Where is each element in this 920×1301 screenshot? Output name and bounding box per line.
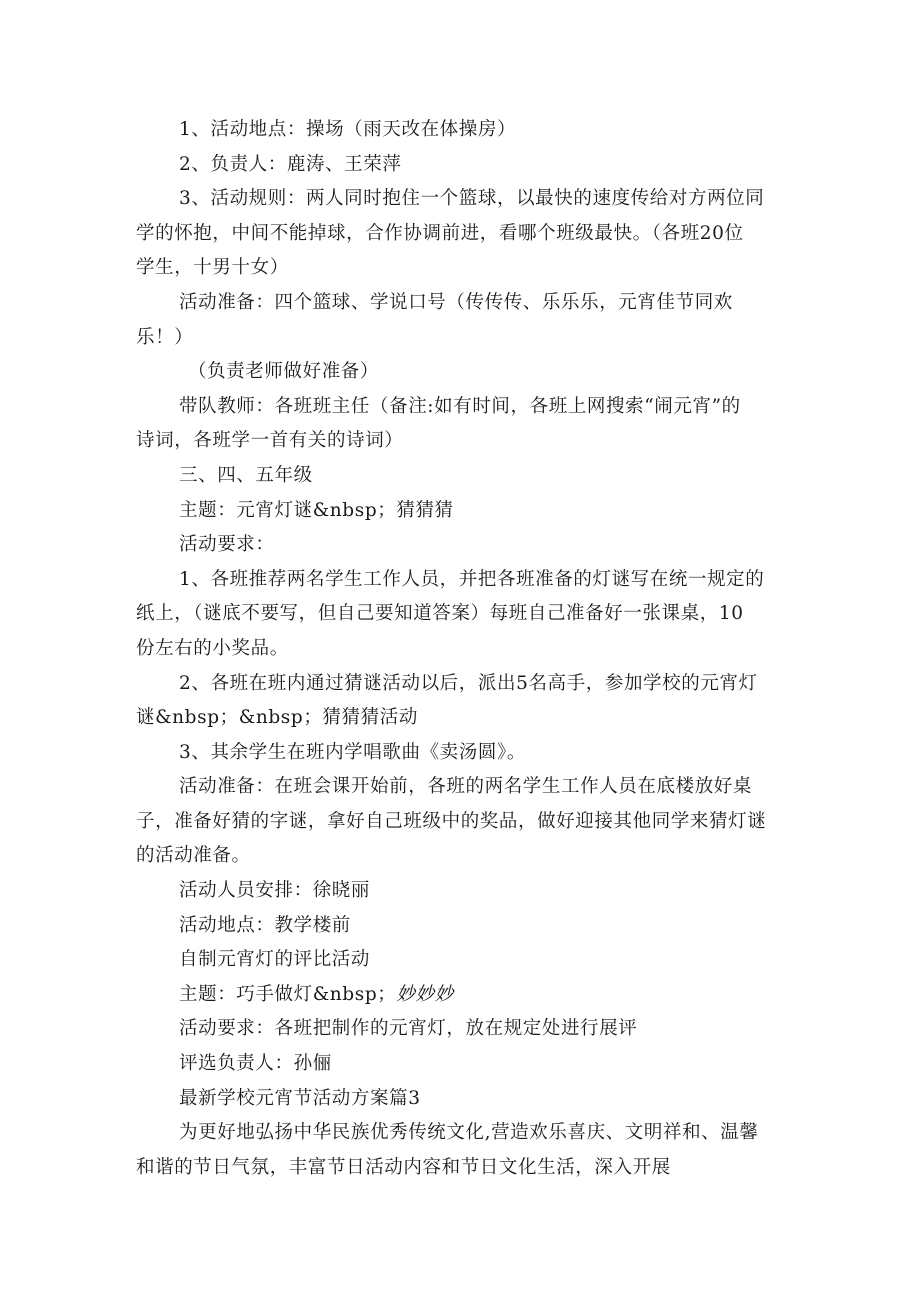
text-line: [136, 874, 788, 909]
italic-text: 妙妙妙: [396, 983, 454, 1005]
text-line-content: 2、负责人：鹿涛、王荣萍: [179, 153, 402, 175]
text-line-content: 学生，十男十女）: [136, 257, 289, 279]
text-line: [136, 701, 788, 736]
text-line: [136, 321, 788, 356]
text-line-content: 纸上，（谜底不要写，但自己要知道答案）每班自己准备好一张课桌，10: [136, 603, 744, 625]
text-line: [136, 667, 788, 702]
text-line-content: 乐！）: [136, 326, 194, 348]
text-line: [136, 217, 788, 252]
text-line: [136, 736, 788, 771]
text-line: [136, 597, 788, 632]
text-line-content: 活动要求：: [179, 534, 275, 556]
text-line-content: 活动地点：教学楼前: [179, 914, 351, 936]
text-line-content: 的活动准备。: [136, 845, 251, 867]
text-line-content: 主题：巧手做灯&nbsp；: [179, 983, 397, 1005]
text-line-content: 3、其余学生在班内学唱歌曲《卖汤圆》。: [179, 741, 526, 763]
text-line: [136, 1047, 788, 1082]
text-line-content: 活动准备：四个篮球、学说口号（传传传、乐乐乐，元宵佳节同欢: [179, 291, 733, 313]
text-line-content: 最新学校元宵节活动方案篇3: [179, 1087, 421, 1109]
text-line-content: 谜&nbsp；&nbsp；猜猜猜活动: [136, 707, 418, 729]
text-line: [136, 632, 788, 667]
text-line-content: 为更好地弘扬中华民族优秀传统文化,营造欢乐喜庆、文明祥和、温馨: [179, 1122, 759, 1144]
text-line-content: 诗词，各班学一首有关的诗词）: [136, 430, 404, 452]
text-line-content: 2、各班在班内通过猜谜活动以后，派出5名高手，参加学校的元宵灯: [179, 672, 758, 694]
text-line-content: 3、活动规则：两人同时抱住一个篮球，以最快的速度传给对方两位同: [179, 188, 765, 210]
text-line-content: 带队教师：各班班主任（备注:如有时间，各班上网搜索“闹元宵”的: [179, 395, 741, 417]
text-line-content: （负责老师做好准备）: [188, 361, 380, 383]
text-line: [136, 182, 788, 217]
text-line: [136, 978, 788, 1013]
text-line: [136, 1151, 788, 1186]
text-line: [136, 909, 788, 944]
text-line-content: 自制元宵灯的评比活动: [179, 949, 371, 971]
text-line: [136, 943, 788, 978]
text-line: [136, 770, 788, 805]
text-line: [136, 1116, 788, 1151]
text-line-content: 子，准备好猜的字谜，拿好自己班级中的奖品，做好迎接其他同学来猜灯谜: [136, 810, 767, 832]
text-line: [136, 805, 788, 840]
text-line-content: 评选负责人：孙俪: [179, 1053, 332, 1075]
text-line: [136, 424, 788, 459]
text-line: [136, 286, 788, 321]
text-line: [136, 355, 788, 390]
text-line-content: 活动要求：各班把制作的元宵灯，放在规定处进行展评: [179, 1018, 638, 1040]
text-line-content: 和谐的节日气氛，丰富节日活动内容和节日文化生活，深入开展: [136, 1156, 671, 1178]
text-line: [136, 839, 788, 874]
text-line: [136, 148, 788, 183]
text-line-content: 1、活动地点：操场（雨天改在体操房）: [179, 119, 517, 140]
text-line: [136, 1012, 788, 1047]
text-line: [136, 390, 788, 425]
document-body: [136, 113, 788, 1185]
text-line-content: 份左右的小奖品。: [136, 637, 289, 659]
text-line-content: 三、四、五年级: [179, 464, 313, 486]
text-line-content: 主题：元宵灯谜&nbsp；猜猜猜: [179, 499, 454, 521]
text-line: [136, 1082, 788, 1117]
text-line: [136, 251, 788, 286]
text-line-content: 活动准备：在班会课开始前，各班的两名学生工作人员在底楼放好桌: [179, 776, 753, 798]
text-line-content: 1、各班推荐两名学生工作人员，并把各班准备的灯谜写在统一规定的: [179, 568, 765, 590]
text-line: [136, 563, 788, 598]
text-line: [136, 459, 788, 494]
text-line: [136, 494, 788, 529]
text-line: [136, 113, 788, 148]
text-line: [136, 528, 788, 563]
text-line-content: 学的怀抱，中间不能掉球，合作协调前进，看哪个班级最快。（各班20位: [136, 222, 744, 244]
text-line-content: 活动人员安排：徐晓丽: [179, 880, 371, 902]
